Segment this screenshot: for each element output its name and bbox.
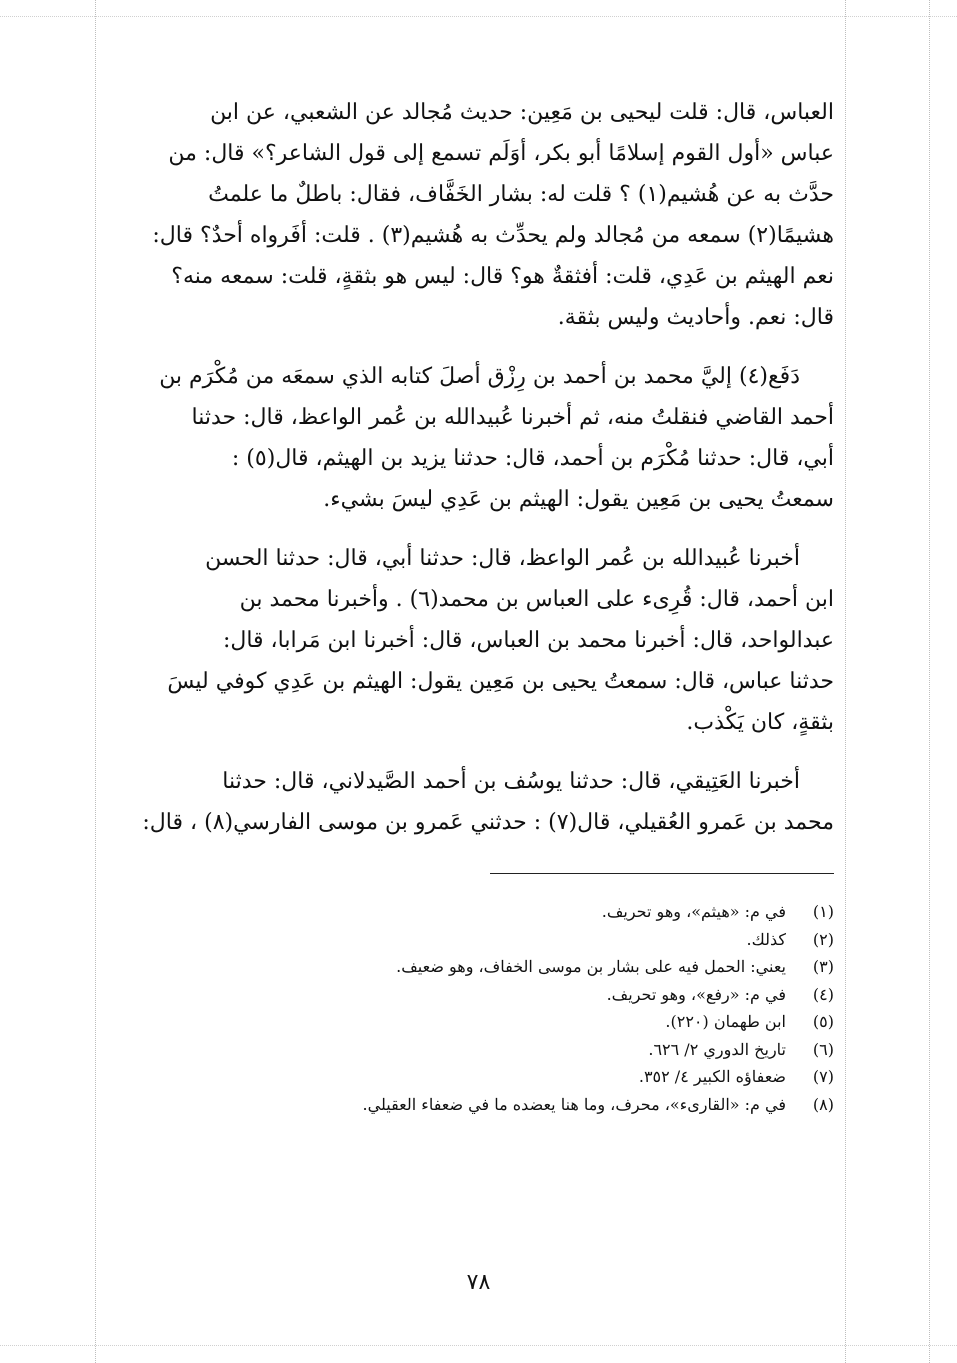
text-line: أحمد القاضي فنقلتُ منه، ثم أخبرنا عُبيدالله بن عُمر الواعظ، قال: حدثنا bbox=[191, 405, 834, 430]
text-line: قال: نعم. وأحاديث وليس بثقة. bbox=[557, 305, 834, 330]
guide-line bbox=[95, 0, 96, 1363]
text-line: ابن أحمد، قال: قُرِىء على العباس بن محمد(٦) . وأخبرنا محمد بن bbox=[239, 587, 834, 612]
text-line: عبدالواحد، قال: أخبرنا محمد بن العباس، قال: أخبرنا ابن مَرابا، قال: bbox=[222, 628, 834, 653]
footnote-text: كذلك. bbox=[746, 929, 786, 949]
footnote-number: (٥) bbox=[812, 1012, 834, 1031]
guide-line bbox=[929, 0, 930, 1363]
text-line: هشيمًا(٢) سمعه من مُجالد ولم يحدِّث به هُشيم(٣) . قلت: أفَرواه أحدٌ؟ قال: bbox=[152, 223, 834, 248]
footnote bbox=[234, 1091, 834, 1119]
text-line: العباس، قال: قلت ليحيى بن مَعِين: حديث مُجالد عن الشعبي، عن ابن bbox=[210, 100, 834, 125]
text-line: سمعتُ يحيى بن مَعِين يقول: الهيثم بن عَدِي ليسَ بشيء. bbox=[323, 487, 834, 512]
footnote bbox=[234, 926, 834, 954]
footnote bbox=[234, 953, 834, 981]
footnote bbox=[234, 1036, 834, 1064]
page-number: ٧٨ bbox=[466, 1270, 491, 1295]
footnote-number: (٨) bbox=[812, 1094, 834, 1114]
text-line: محمد بن عَمرو العُقيلي، قال(٧) : حدثني عَمرو بن موسى الفارسي(٨) ، قال: bbox=[142, 810, 834, 835]
text-line: أخبرنا العَتِيقي، قال: حدثنا يوسُف بن أحمد الصَّيدلاني، قال: حدثنا bbox=[222, 769, 800, 794]
text-line: عباس «أول القوم إسلامًا أبو بكر، أوَلَم تسمع إلى قول الشاعر؟» قال: من bbox=[168, 141, 834, 166]
paragraph bbox=[112, 356, 834, 520]
guide-line bbox=[0, 1345, 957, 1346]
footnotes bbox=[234, 898, 834, 1118]
footnote bbox=[234, 1008, 834, 1036]
footnote-text: في م: «القارىء»، محرف، وما هنا يعضده ما في ضعفاء العقيلي. bbox=[362, 1094, 786, 1114]
footnote-number: (٦) bbox=[812, 1039, 834, 1059]
page-body bbox=[112, 92, 834, 861]
text-line: دَفَع(٤) إليَّ محمد بن أحمد بن رِزْق أصلَ كتابه الذي سمعَه من مُكْرَم بن bbox=[159, 364, 800, 389]
text-line: حدثنا عباس، قال: سمعتُ يحيى بن مَعِين يقول: الهيثم بن عَدِي كوفي ليسَ bbox=[167, 669, 834, 694]
guide-line bbox=[0, 16, 957, 17]
text-line: بثقةٍ، كان يَكْذب. bbox=[686, 710, 834, 735]
footnote bbox=[234, 898, 834, 926]
footnote-text: في م: «هيثم»، وهو تحريف. bbox=[601, 902, 786, 921]
footnote-number: (١) bbox=[812, 902, 834, 921]
footnote-number: (٤) bbox=[812, 984, 834, 1004]
footnote-number: (٧) bbox=[812, 1067, 834, 1086]
footnote-text: ابن طهمان (٢٢٠). bbox=[665, 1012, 786, 1031]
footnote-number: (٢) bbox=[812, 929, 834, 949]
paragraph bbox=[112, 92, 834, 338]
text-line: أخبرنا عُبيدالله بن عُمر الواعظ، قال: حدثنا أبي، قال: حدثنا الحسن bbox=[205, 546, 800, 571]
paragraph bbox=[112, 761, 834, 843]
text-line: نعم الهيثم بن عَدِي، قلت: أفثقةٌ هو؟ قال: ليس هو بثقةٍ، قلت: سمعه منه؟ bbox=[171, 264, 834, 289]
footnote-text: في م: «رفع»، وهو تحريف. bbox=[606, 984, 786, 1004]
paragraph bbox=[112, 538, 834, 743]
text-line: أبي، قال: حدثنا مُكْرَم بن أحمد، قال: حدثنا يزيد بن الهيثم، قال(٥) : bbox=[231, 446, 834, 471]
footnote-number: (٣) bbox=[812, 957, 834, 976]
footnote-text: تاريخ الدوري ٢/ ٦٢٦. bbox=[648, 1039, 786, 1059]
footnote-text: ضعفاؤه الكبير ٤/ ٣٥٢. bbox=[638, 1067, 786, 1086]
footnote bbox=[234, 981, 834, 1009]
footnote bbox=[234, 1063, 834, 1091]
footnote-separator bbox=[490, 873, 834, 874]
footnote-text: يعني: الحمل فيه على بشار بن موسى الخفاف، وهو ضعيف. bbox=[396, 957, 786, 976]
guide-line bbox=[845, 0, 846, 1363]
text-line: حدَّث به عن هُشيم(١) ؟ قلت له: بشار الخَفَّاف، فقال: باطلٌ ما علمتُ bbox=[208, 182, 834, 207]
